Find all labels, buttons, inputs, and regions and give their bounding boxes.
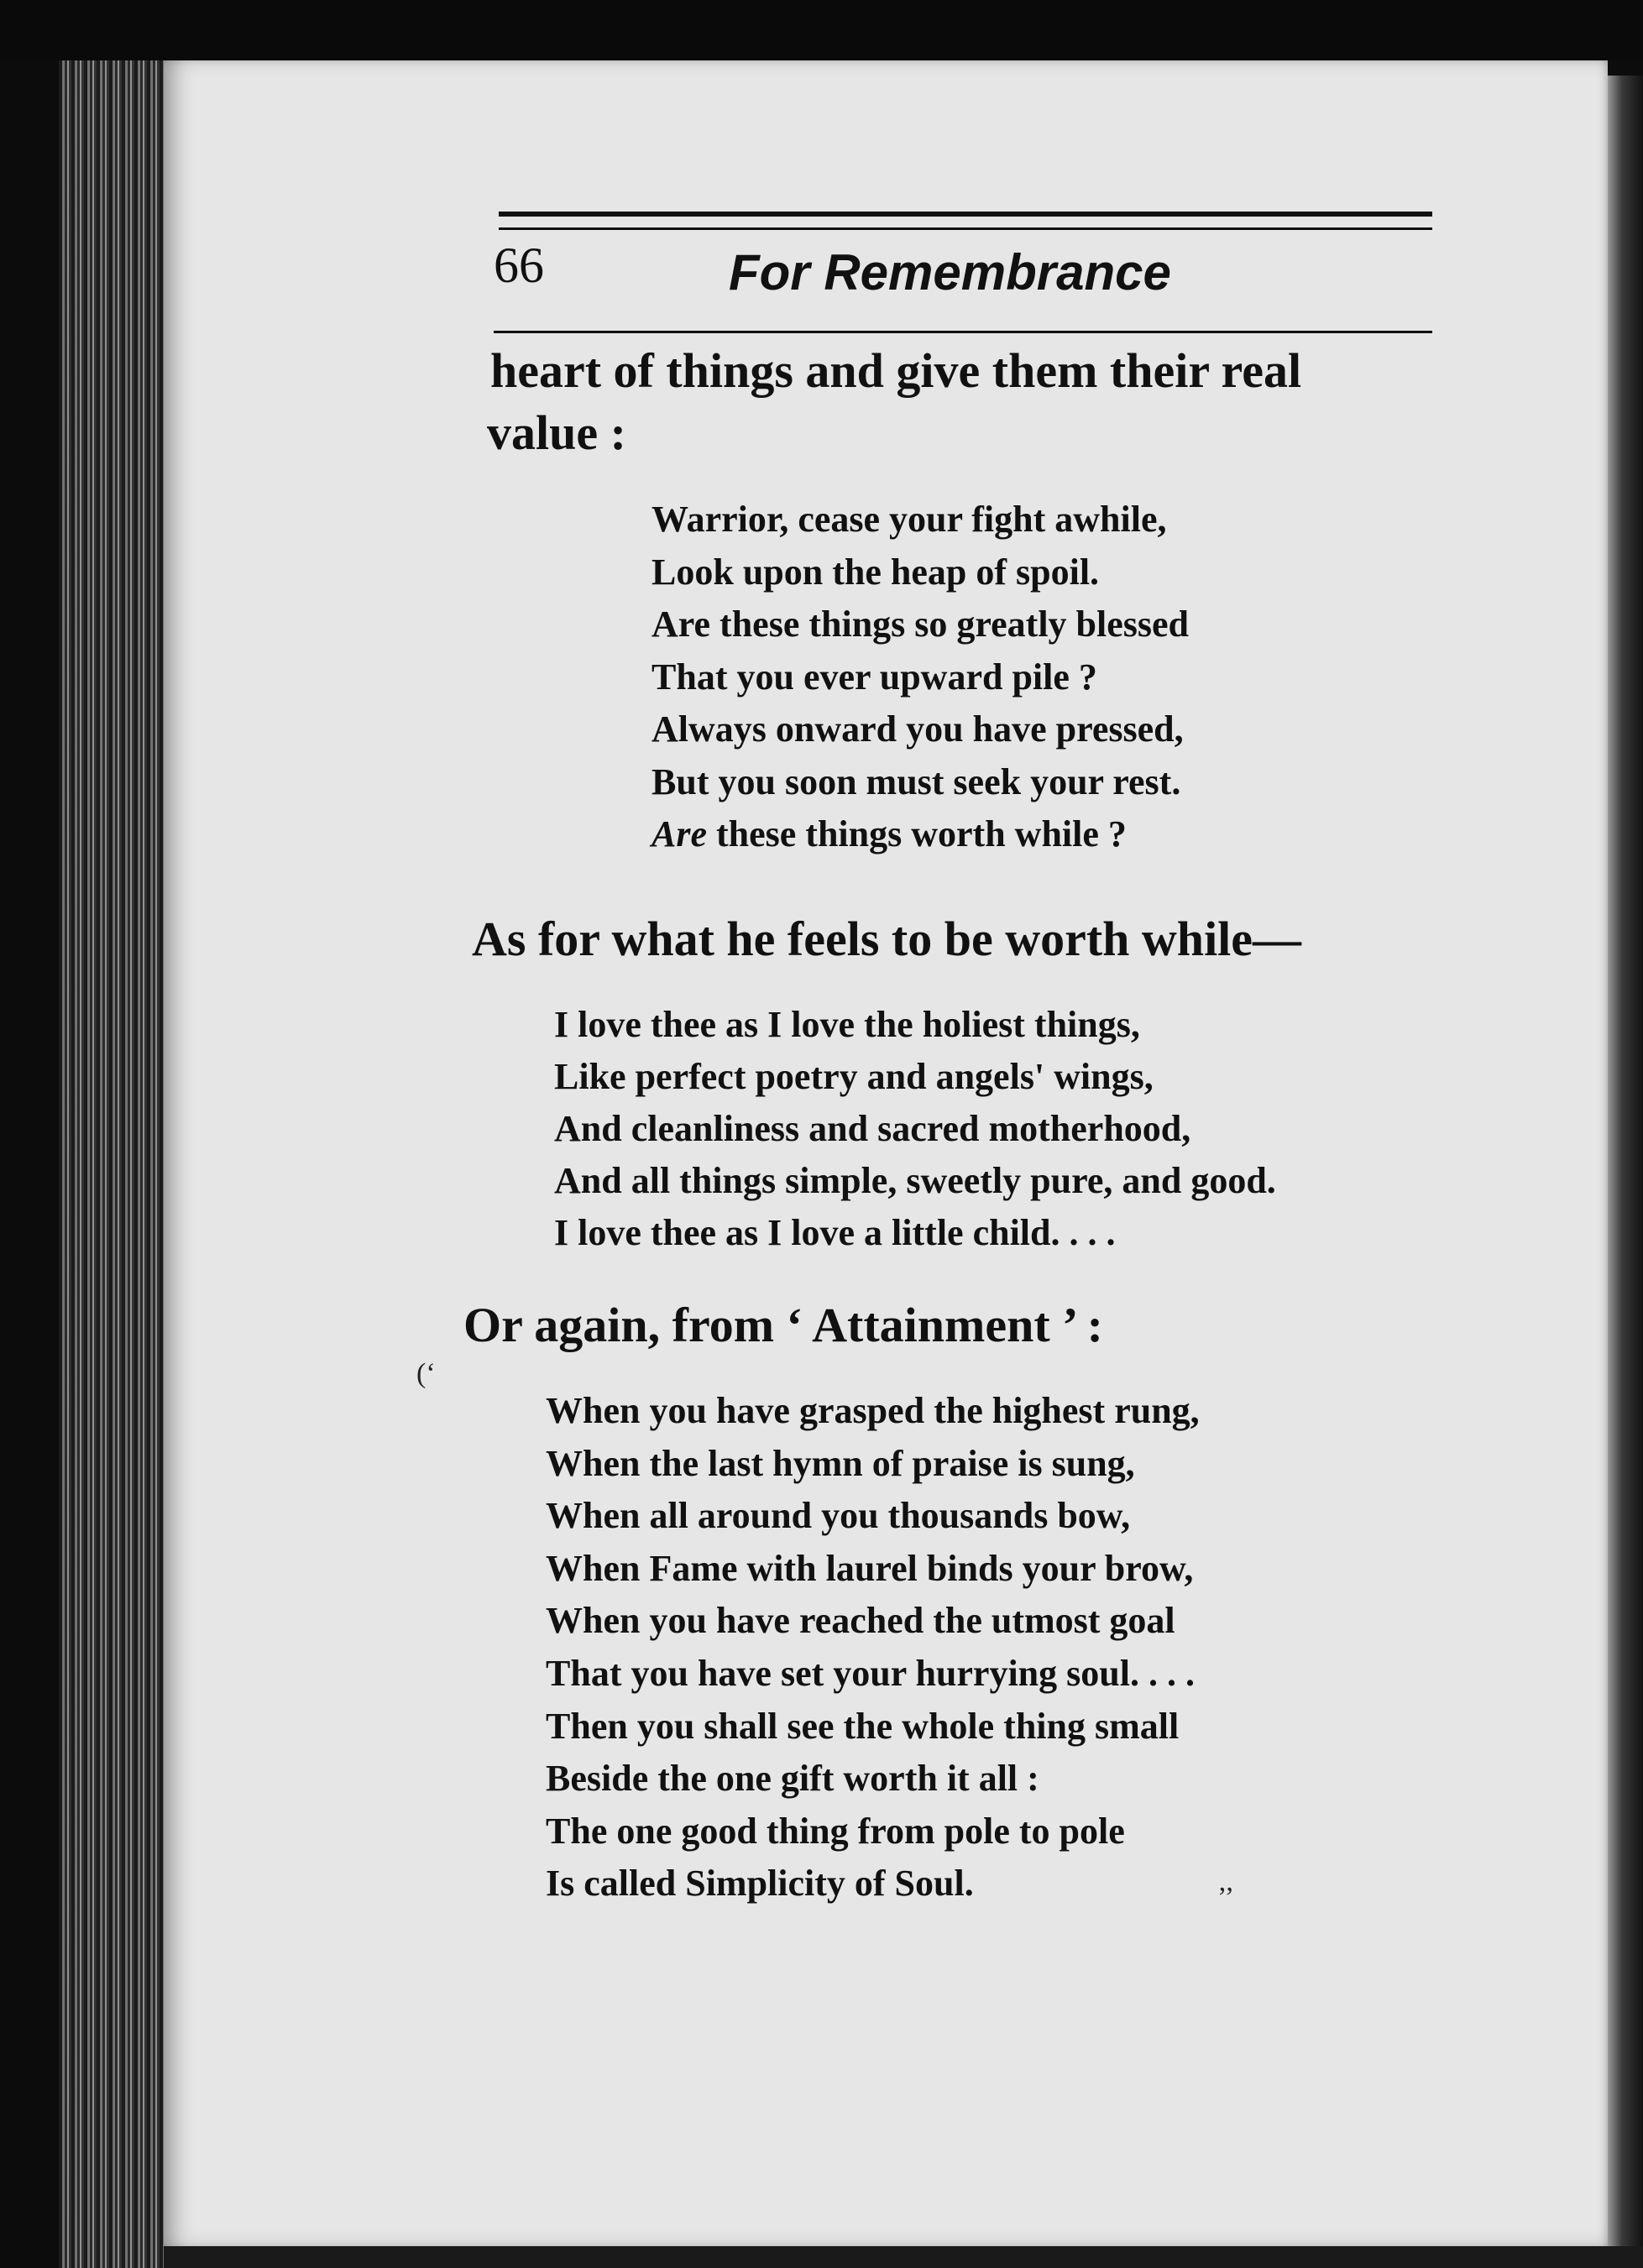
poem-line-rest: these things worth while ? xyxy=(716,813,1127,854)
transition-line-1: As for what he feels to be worth while— xyxy=(472,912,1302,966)
margin-mark-closing: ’’ xyxy=(1217,1882,1235,1913)
poem-line: Beside the one gift worth it all : xyxy=(546,1758,1039,1800)
margin-mark-left: (‘ xyxy=(416,1358,436,1389)
scan-border-top xyxy=(0,0,1643,60)
poem-line: Are these things so greatly blessed xyxy=(651,604,1190,645)
poem-line: Then you shall see the whole thing small xyxy=(546,1705,1180,1747)
poem-line: That you have set your hurrying soul. . . . xyxy=(546,1652,1195,1694)
poem-line: When all around you thousands bow, xyxy=(546,1495,1131,1537)
poem-line: But you soon must seek your rest. xyxy=(651,760,1181,802)
poem-line: When you have reached the utmost goal xyxy=(546,1600,1175,1642)
running-title: For Remembrance xyxy=(729,244,1171,300)
poem-line: When you have grasped the highest rung, xyxy=(546,1390,1200,1431)
poem-line: Always onward you have pressed, xyxy=(651,708,1184,750)
header-double-rule xyxy=(499,212,1432,230)
scan-border-bottom xyxy=(164,2246,1643,2268)
transition-line-2: Or again, from ‘ Attainment ’ : xyxy=(463,1298,1103,1352)
header-rule xyxy=(494,331,1432,333)
poem-line: Like perfect poetry and angels' wings, xyxy=(554,1056,1154,1097)
opening-line-1: heart of things and give them their real xyxy=(490,343,1302,398)
poem-love xyxy=(554,999,1276,1259)
poem-line: Is called Simplicity of Soul. xyxy=(546,1863,974,1905)
opening-line-2: value : xyxy=(487,405,626,460)
book-right-edge xyxy=(1608,76,1643,2268)
poem-line: And cleanliness and sacred motherhood, xyxy=(554,1108,1191,1149)
poem-line: Warrior, cease your fight awhile, xyxy=(651,499,1167,540)
poem-line: I love thee as I love a little child. . . . xyxy=(554,1212,1116,1253)
poem-attainment xyxy=(546,1385,1200,1910)
poem-line: When Fame with laurel binds your brow, xyxy=(546,1547,1194,1589)
poem-line: When the last hymn of praise is sung, xyxy=(546,1442,1135,1484)
poem-line: And all things simple, sweetly pure, and good. xyxy=(554,1160,1276,1201)
poem-line: I love thee as I love the holiest things, xyxy=(554,1004,1140,1045)
poem-warrior xyxy=(651,494,1189,861)
poem-line: That you ever upward pile ? xyxy=(651,656,1097,698)
emphasis-word: Are xyxy=(651,813,707,854)
poem-line: Look upon the heap of spoil. xyxy=(651,551,1100,593)
poem-line: The one good thing from pole to pole xyxy=(546,1810,1125,1852)
page-number: 66 xyxy=(494,238,544,293)
poem-line xyxy=(651,808,1189,861)
